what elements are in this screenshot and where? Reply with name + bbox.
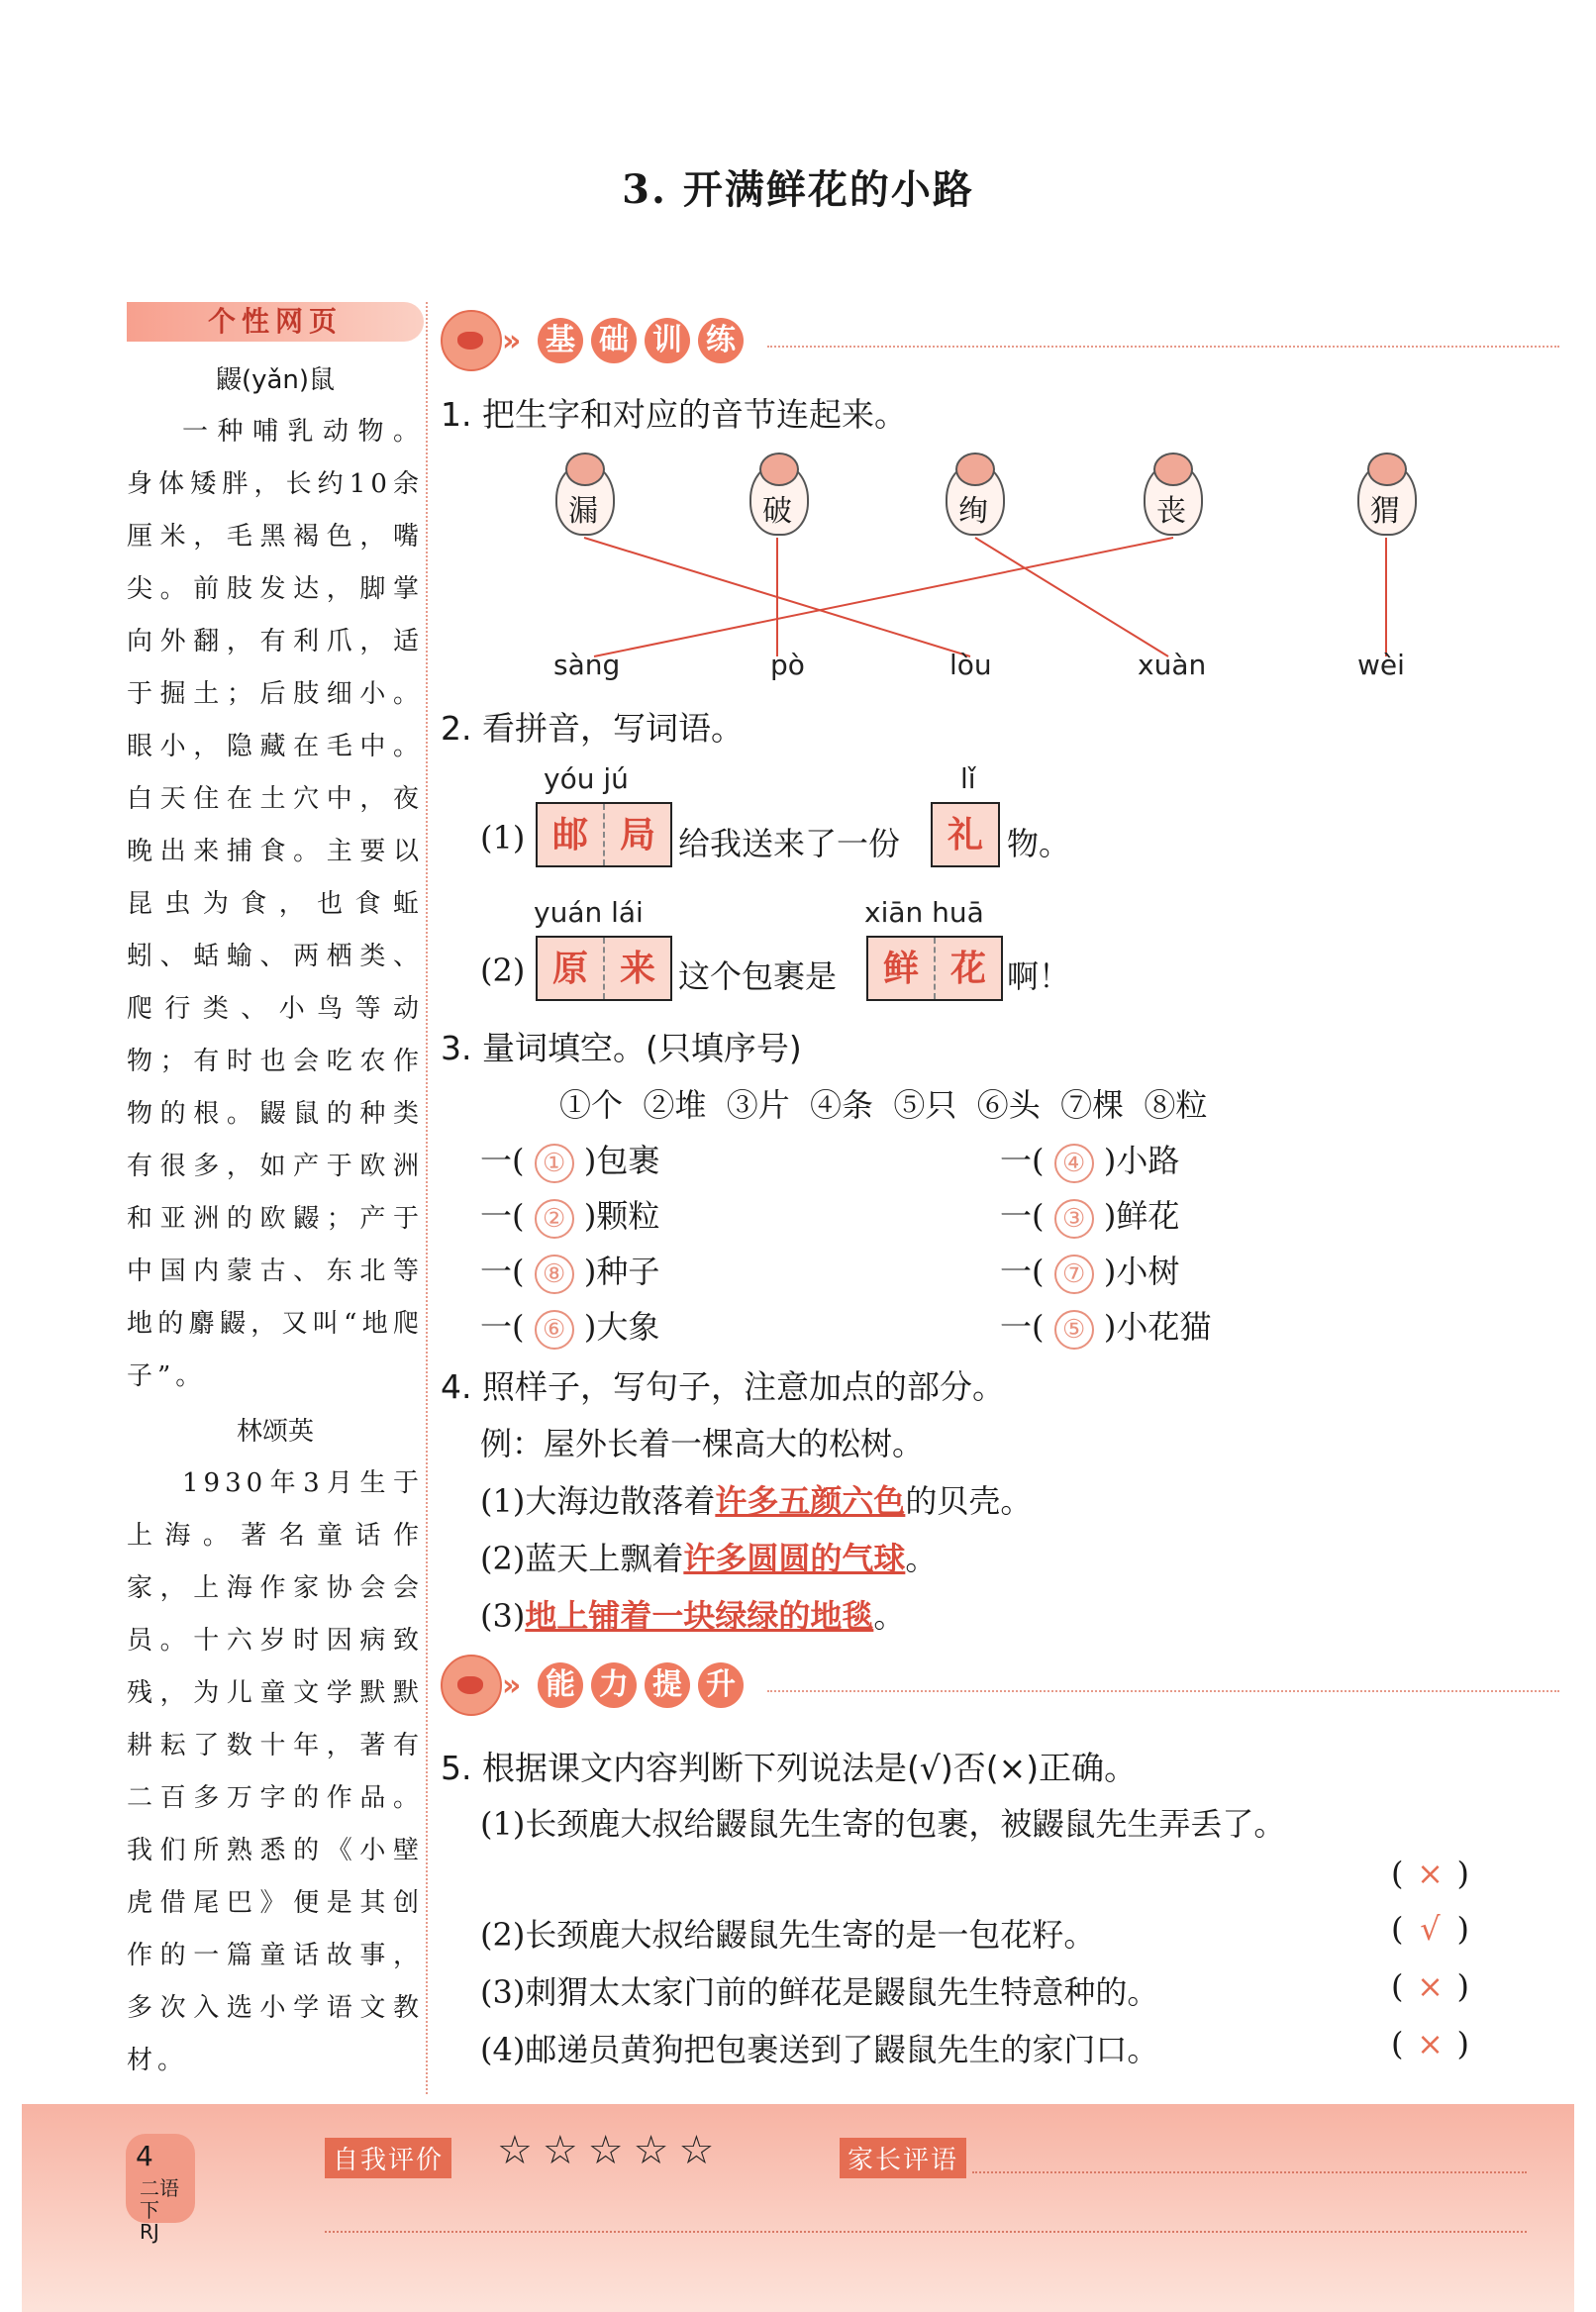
answer-box bbox=[931, 802, 1000, 867]
q5-answer: ( × ) bbox=[1391, 2025, 1469, 2062]
q1-char: 破 bbox=[762, 494, 792, 529]
answer-char: 来 bbox=[603, 938, 670, 999]
answer-box bbox=[536, 936, 672, 1001]
answer-char: 礼 bbox=[933, 804, 998, 865]
self-eval-label: 自我评价 bbox=[325, 2138, 451, 2178]
q5-answer: ( × ) bbox=[1391, 1855, 1469, 1892]
arrow-icon: » bbox=[502, 1668, 522, 1703]
q3-item: 一( ③ )鲜花 bbox=[1000, 1191, 1179, 1239]
q3-item: 一( ④ )小路 bbox=[1000, 1136, 1179, 1183]
q4-prompt: 4. 照样子，写句子，注意加点的部分。 bbox=[441, 1367, 1005, 1406]
q1-char: 猬 bbox=[1370, 494, 1400, 529]
answer-char: 邮 bbox=[538, 804, 603, 865]
answer-char: 花 bbox=[934, 938, 1001, 999]
entry2-title: 林颂英 bbox=[236, 1417, 314, 1447]
q1-pinyin: lòu bbox=[949, 649, 992, 681]
page-badge bbox=[126, 2134, 195, 2244]
q2-num: (1) bbox=[480, 819, 526, 856]
banner-char: 力 bbox=[591, 1662, 637, 1708]
q5-prompt: 5. 根据课文内容判断下列说法是(√)否(×)正确。 bbox=[441, 1749, 1138, 1787]
handwritten-answer: 地上铺着一块绿绿的地毯 bbox=[525, 1597, 874, 1635]
q2-text: 这个包裹是 bbox=[678, 957, 838, 995]
q1-char: 漏 bbox=[568, 494, 598, 529]
q3-item: 一( ② )颗粒 bbox=[480, 1191, 659, 1239]
arrow-icon: » bbox=[502, 324, 522, 358]
q3-item: 一( ⑤ )小花猫 bbox=[1000, 1302, 1211, 1350]
banner-char: 升 bbox=[698, 1662, 744, 1708]
q1-match-lines bbox=[441, 302, 1530, 698]
q2-prompt: 2. 看拼音，写词语。 bbox=[441, 709, 744, 748]
page-title: 3. 开满鲜花的小路 bbox=[622, 166, 974, 213]
q5-statement: (4)邮递员黄狗把包裹送到了鼹鼠先生的家门口。 bbox=[480, 2031, 1159, 2068]
grade-label: 二语下 RJ bbox=[140, 2176, 179, 2244]
q4-sentence: (2)蓝天上飘着许多圆圆的气球。 bbox=[480, 1540, 938, 1577]
q4-sentence: (3)地上铺着一块绿绿的地毯。 bbox=[480, 1597, 906, 1635]
handwritten-answer: 许多圆圆的气球 bbox=[683, 1540, 906, 1577]
entry1-text: 一种哺乳动物。身体矮胖，长约10余厘米，毛黑褐色，嘴尖。前肢发达，脚掌向外翻，有利爪，适于掘土；后肢细小。眼小，隐藏在毛中。白天住在土穴中，夜晚出来捕食。主要以昆虫为食，也食蚯蚓、蛞蝓、两栖类、爬行类、小鸟等动物；有时也会吃农作物的根。鼹鼠的种类有很多，如产于欧洲和亚洲的欧鼹；产于中国内蒙古、东北等地的麝鼹，又叫“地爬子”。 bbox=[127, 417, 424, 1391]
q1-prompt: 1. 把生字和对应的音节连起来。 bbox=[441, 395, 907, 434]
sidebar bbox=[127, 302, 424, 2087]
answer-char: 原 bbox=[538, 938, 603, 999]
q2-pinyin: yóu jú bbox=[544, 762, 629, 795]
q3-options: ①个 ②堆 ③片 ④条 ⑤只 ⑥头 ⑦棵 ⑧粒 bbox=[559, 1086, 1208, 1124]
q5-answer: ( × ) bbox=[1391, 1967, 1469, 2005]
sidebar-heading: 个性网页 bbox=[127, 302, 424, 342]
q2-pinyin: xiān huā bbox=[864, 896, 984, 929]
q1-char: 丧 bbox=[1156, 494, 1186, 529]
q3-item: 一( ⑦ )小树 bbox=[1000, 1247, 1179, 1294]
entry1-title: 鼹(yǎn)鼠 bbox=[215, 365, 336, 395]
q5-statement: (1)长颈鹿大叔给鼹鼠先生寄的包裹，被鼹鼠先生弄丢了。 bbox=[480, 1805, 1286, 1843]
banner-char: 础 bbox=[591, 318, 637, 363]
banner-char: 训 bbox=[645, 318, 690, 363]
parent-comment-label: 家长评语 bbox=[840, 2138, 966, 2178]
q3-item: 一( ⑧ )种子 bbox=[480, 1247, 659, 1294]
handwritten-answer: 许多五颜六色 bbox=[715, 1482, 906, 1520]
q4-sentence: (1)大海边散落着许多五颜六色的贝壳。 bbox=[480, 1482, 1033, 1520]
banner-rule bbox=[767, 1690, 1559, 1692]
q2-text: 物。 bbox=[1007, 825, 1071, 862]
banner-char: 练 bbox=[698, 318, 744, 363]
q3-item: 一( ① )包裹 bbox=[480, 1136, 659, 1183]
rating-stars[interactable]: ☆☆☆☆☆ bbox=[497, 2128, 725, 2173]
answer-char: 鲜 bbox=[868, 938, 934, 999]
q2-num: (2) bbox=[480, 952, 526, 989]
q2-text: 给我送来了一份 bbox=[678, 825, 901, 862]
q2-text: 啊！ bbox=[1007, 957, 1071, 995]
q5-statement: (2)长颈鹿大叔给鼹鼠先生寄的是一包花籽。 bbox=[480, 1916, 1096, 1954]
q1-char: 绚 bbox=[958, 494, 988, 529]
answer-box bbox=[866, 936, 1003, 1001]
comment-line[interactable] bbox=[972, 2171, 1527, 2173]
entry2-text: 1930年3月生于上海。著名童话作家，上海作家协会会员。十六岁时因病致残，为儿童文学默默耕耘了数十年，著有二百多万字的作品。我们所熟悉的《小壁虎借尾巴》便是其创作的一篇童话故事，多次入选小学语文教材。 bbox=[127, 1468, 424, 2075]
page-footer bbox=[22, 2104, 1574, 2312]
q5-answer: ( √ ) bbox=[1391, 1910, 1469, 1948]
banner-char: 能 bbox=[538, 1662, 583, 1708]
section-banner-advanced bbox=[441, 1647, 1530, 1736]
banner-char: 提 bbox=[645, 1662, 690, 1708]
q3-item: 一( ⑥ )大象 bbox=[480, 1302, 659, 1350]
page-number: 4 bbox=[136, 2140, 153, 2172]
q1-pinyin: wèi bbox=[1357, 649, 1405, 681]
main-column bbox=[441, 302, 1530, 2068]
banner-char: 基 bbox=[538, 318, 583, 363]
q2-pinyin: lǐ bbox=[960, 762, 976, 795]
answer-char: 局 bbox=[603, 804, 670, 865]
q1-pinyin: pò bbox=[770, 649, 805, 681]
q4-example: 例：屋外长着一棵高大的松树。 bbox=[480, 1425, 925, 1462]
column-divider bbox=[426, 302, 428, 2094]
q1-pinyin: xuàn bbox=[1138, 649, 1207, 681]
q2-pinyin: yuán lái bbox=[534, 896, 644, 929]
q5-statement: (3)刺猬太太家门前的鲜花是鼹鼠先生特意种的。 bbox=[480, 1973, 1159, 2011]
mascot-icon bbox=[441, 1655, 502, 1716]
comment-line[interactable] bbox=[325, 2231, 1527, 2233]
q1-pinyin: sàng bbox=[553, 649, 621, 681]
q3-prompt: 3. 量词填空。(只填序号) bbox=[441, 1029, 802, 1067]
answer-box bbox=[536, 802, 672, 867]
